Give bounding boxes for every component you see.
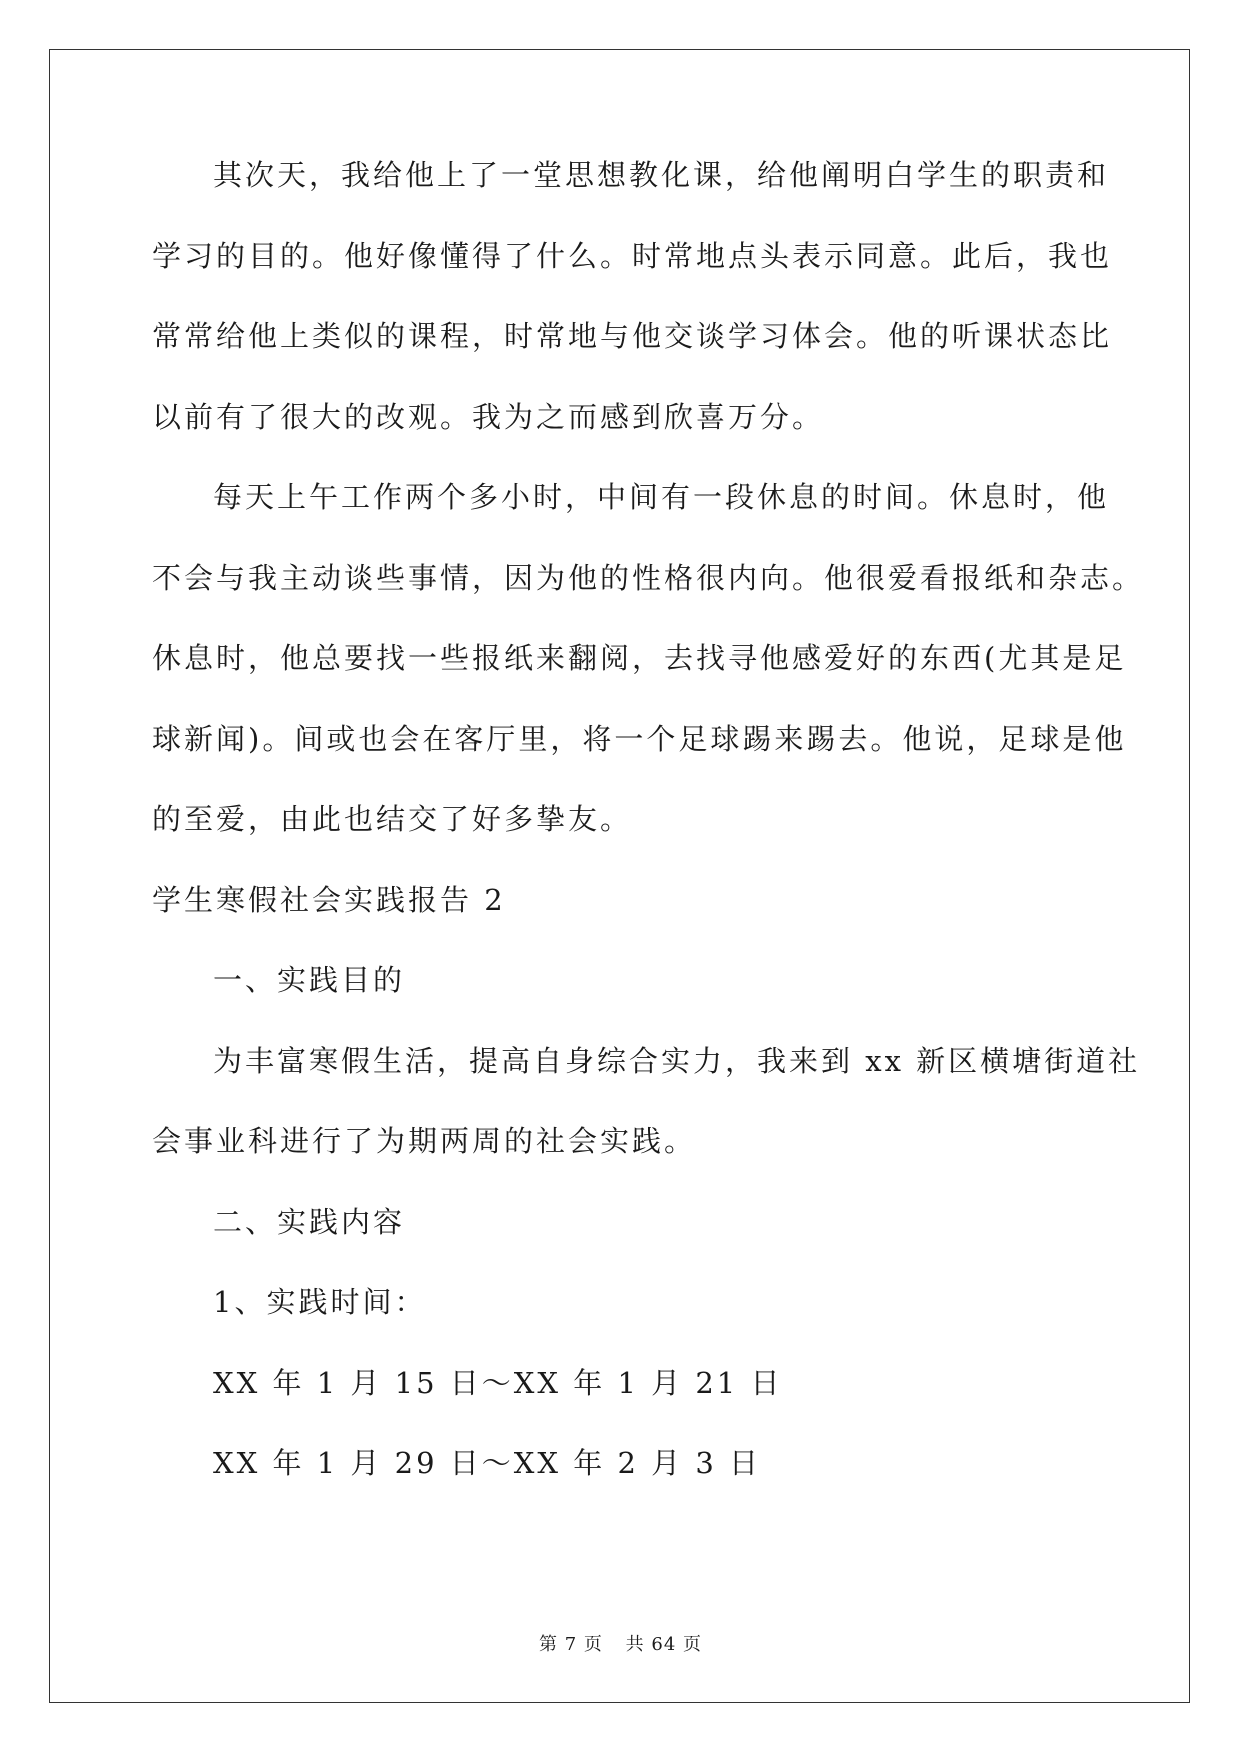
section-heading: 二、实践内容: [213, 1204, 406, 1239]
section-title: 学生寒假社会实践报告 2: [152, 882, 506, 917]
paragraph-line: 常常给他上类似的课程，时常地与他交谈学习体会。他的听课状态比: [152, 319, 1113, 353]
paragraph-line: 不会与我主动谈些事情，因为他的性格很内向。他很爱看报纸和杂志。: [152, 560, 1145, 595]
page-footer: [0, 1630, 1241, 1656]
paragraph-line: 其次天，我给他上了一堂思想教化课，给他阐明白学生的职责和: [213, 158, 1110, 192]
list-item: 1、实践时间：: [213, 1285, 427, 1319]
paragraph-line: 休息时，他总要找一些报纸来翻阅，去找寻他感爱好的东西(尤其是足: [152, 641, 1127, 675]
paragraph-line: 的至爱，由此也结交了好多挚友。: [152, 802, 633, 836]
date-range: XX 年 1 月 29 日～XX 年 2 月 3 日: [213, 1446, 762, 1480]
paragraph-line: 学习的目的。他好像懂得了什么。时常地点头表示同意。此后，我也: [152, 238, 1113, 273]
section-heading: 一、实践目的: [213, 963, 406, 997]
paragraph-line: 为丰富寒假生活，提高自身综合实力，我来到 xx 新区横塘街道社: [213, 1043, 1141, 1078]
total-pages: 共 64 页: [625, 1634, 702, 1655]
paragraph-line: 会事业科进行了为期两周的社会实践。: [152, 1124, 697, 1158]
paragraph-line: 以前有了很大的改观。我为之而感到欣喜万分。: [152, 399, 825, 434]
document-body: [152, 155, 1145, 1524]
paragraph-line: 球新闻)。间或也会在客厅里，将一个足球踢来踢去。他说，足球是他: [152, 721, 1127, 756]
page-number: 第 7 页: [539, 1634, 603, 1655]
paragraph-line: 每天上午工作两个多小时，中间有一段休息的时间。休息时，他: [213, 480, 1110, 514]
date-range: XX 年 1 月 15 日～XX 年 1 月 21 日: [213, 1365, 783, 1400]
